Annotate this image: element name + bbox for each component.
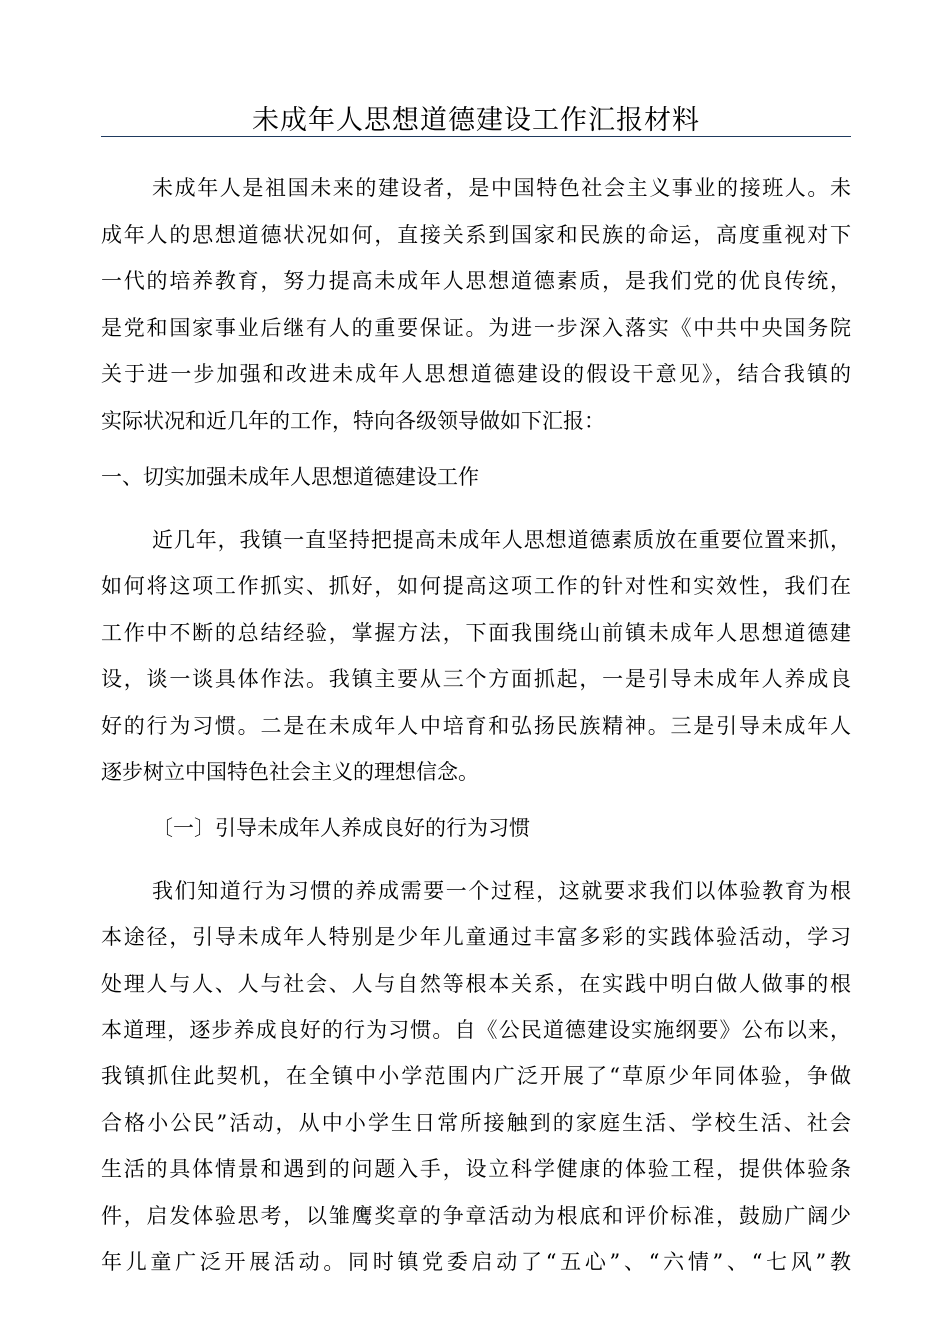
paragraph-line: 实际状况和近几年的工作，特向各级领导做如下汇报： <box>101 409 605 433</box>
title-underline <box>101 136 851 137</box>
paragraph-line: 本途径，引导未成年人特别是少年儿童通过丰富多彩的实践体验活动，学习 <box>101 925 851 949</box>
paragraph-line: 设，谈一谈具体作法。我镇主要从三个方面抓起，一是引导未成年人养成良 <box>101 667 851 691</box>
paragraph-line: 合格小公民”活动，从中小学生日常所接触到的家庭生活、学校生活、社会 <box>101 1111 851 1135</box>
paragraph-line: 近几年，我镇一直坚持把提高未成年人思想道德素质放在重要位置来抓， <box>152 528 851 552</box>
paragraph-line: 工作中不断的总结经验，掌握方法，下面我围绕山前镇未成年人思想道德建 <box>101 621 851 645</box>
paragraph-line: 关于进一步加强和改进未成年人思想道德建设的假设干意见》，结合我镇的 <box>101 362 851 386</box>
paragraph-line: 处理人与人、人与社会、人与自然等根本关系，在实践中明白做人做事的根 <box>101 972 851 996</box>
document-title: 未成年人思想道德建设工作汇报材料 <box>252 105 700 136</box>
paragraph-line: 成年人的思想道德状况如何，直接关系到国家和民族的命运，高度重视对下 <box>101 223 851 247</box>
paragraph-line: 是党和国家事业后继有人的重要保证。为进一步深入落实《中共中央国务院 <box>101 316 851 340</box>
paragraph-line: 一代的培养教育，努力提高未成年人思想道德素质，是我们党的优良传统， <box>101 269 851 293</box>
paragraph-line: 逐步树立中国特色社会主义的理想信念。 <box>101 760 479 784</box>
paragraph-line: 我们知道行为习惯的养成需要一个过程，这就要求我们以体验教育为根 <box>152 879 851 903</box>
paragraph-line: 本道理，逐步养成良好的行为习惯。自《公民道德建设实施纲要》公布以来， <box>101 1018 851 1042</box>
paragraph-line: 好的行为习惯。二是在未成年人中培育和弘扬民族精神。三是引导未成年人 <box>101 714 851 738</box>
paragraph-line: 年儿童广泛开展活动。同时镇党委启动了“五心”、“六情”、“七风”教 <box>101 1250 851 1274</box>
section-heading: 一、切实加强未成年人思想道德建设工作 <box>101 465 479 489</box>
paragraph-line: 未成年人是祖国未来的建设者，是中国特色社会主义事业的接班人。未 <box>152 176 851 200</box>
paragraph-line: 如何将这项工作抓实、抓好，如何提高这项工作的针对性和实效性，我们在 <box>101 574 851 598</box>
paragraph-line: 我镇抓住此契机，在全镇中小学范围内广泛开展了“草原少年同体验，争做 <box>101 1064 851 1088</box>
subsection-heading: 〔一〕引导未成年人养成良好的行为习惯 <box>152 816 530 840</box>
paragraph-line: 生活的具体情景和遇到的问题入手，设立科学健康的体验工程，提供体验条 <box>101 1157 851 1181</box>
paragraph-line: 件，启发体验思考，以雏鹰奖章的争章活动为根底和评价标准，鼓励广阔少 <box>101 1204 851 1228</box>
